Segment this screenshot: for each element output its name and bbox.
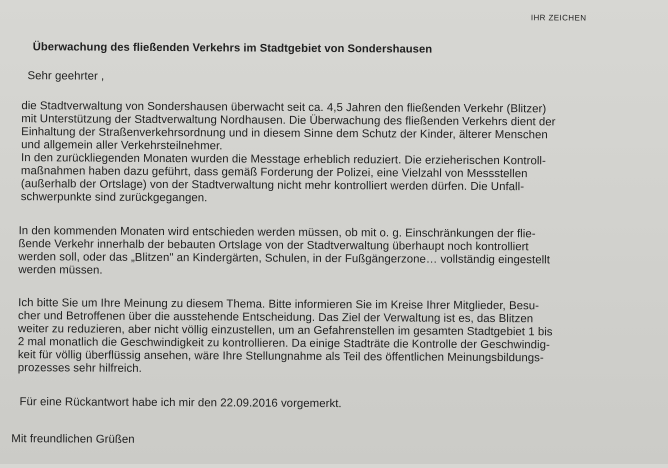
text-line: die Stadtverwaltung von Sondershausen überwacht seit ca. 4,5 Jahren den fließenden Verkehr (Blitzer)	[21, 100, 547, 116]
text-line: schwerpunkte sind zurückgegangen.	[20, 191, 208, 205]
text-line: Ich bitte Sie um Ihre Meinung zu diesem Thema. Bitte informieren Sie im Kreise Ihrer Mitglieder, Besu-	[18, 297, 540, 313]
text-line: In den kommenden Monaten wird entschieden werden müssen, ob mit o. g. Einschränkungen der flie-	[18, 225, 536, 241]
text-line: (außerhalb der Ortslage) von der Stadtverwaltung nicht mehr kontrolliert werden dürfen. Die Unfall-	[20, 178, 525, 194]
text-line: keit für völlig überflüssig ansehen, wäre Ihre Stellungnahme als Teil des öffentlichen Meinungsbildungs-	[17, 349, 544, 365]
text-line: weiter zu reduzieren, aber nicht völlig einzustellen, um an Gefahrenstellen im gesamten Stadtgebiet 1 bis	[17, 323, 553, 339]
text-line: Einhaltung der Straßenverkehrsordnung und in diesem Sinne dem Schutz der Kinder, älterer Menschen	[21, 126, 548, 142]
text-line: In den zurückliegenden Monaten wurden die Messtage erheblich reduziert. Die erzieherischen Kontroll-	[20, 152, 546, 168]
text-line: cher und Betroffenen über die ausstehende Entscheidung. Das Ziel der Verwaltung ist es, das Blitzen	[18, 310, 534, 326]
closing: Mit freundlichen Grüßen	[11, 433, 135, 446]
reply-note: Für eine Rückantwort habe ich mir den 22.09.2016 vorgemerkt.	[19, 396, 342, 411]
text-line: mit Unterstützung der Stadtverwaltung Nordhausen. Die Überwachung des fließenden Verkehrs dient der	[21, 113, 556, 129]
letter-subject: Überwachung des fließenden Verkehrs im Stadtgebiet von Sondershausen	[32, 41, 433, 56]
text-line: 2 mal monatlich die Geschwindigkeit zu kontrollieren. Da einige Stadträte die Kontrolle der Geschwindig-	[17, 336, 550, 352]
salutation: Sehr geehrter ,	[27, 70, 105, 83]
text-line: werden müssen.	[18, 264, 103, 277]
text-line: maßnahmen haben dazu geführt, dass gemäß Forderung der Polizei, eine Vielzahl von Messstellen	[20, 165, 528, 181]
text-line: prozesses sehr hilfreich.	[17, 362, 142, 375]
text-line: ßende Verkehr innerhalb der bebauten Ortslage von der Stadtverwaltung überhaupt noch kontrolliert	[18, 238, 529, 254]
reference-label: IHR ZEICHEN	[530, 13, 587, 23]
text-line: und allgemein aller Verkehrsteilnehmer.	[21, 139, 223, 153]
text-line: werden soll, oder das „Blitzen" an Kindergärten, Schulen, in der Fußgängerzone… vollständig eingestellt	[18, 251, 551, 267]
